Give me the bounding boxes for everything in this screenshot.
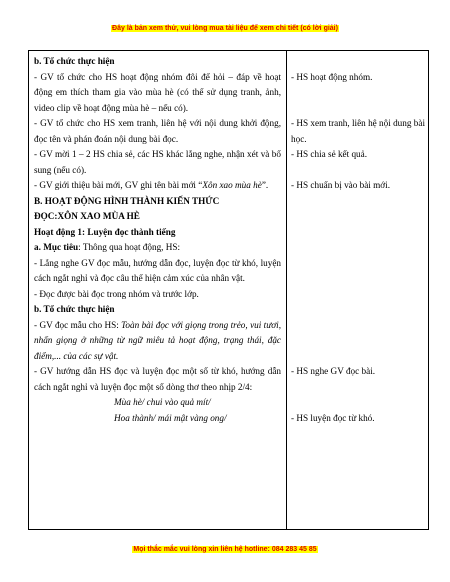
student-activity: - HS nghe GV đọc bài. [291,366,376,376]
paragraph: - GV tổ chức cho HS xem tranh, liên hệ với nội dung khởi động, đọc tên và phán đoán nội dung bài đọc. [34,118,281,144]
paragraph [34,178,281,194]
preview-notice-text: Đây là bản xem thử, vui lòng mua tài liệu để xem chi tiết (có lời giải) [112,25,338,32]
column-divider [286,51,287,529]
paragraph: - Lắng nghe GV đọc mẫu, hướng dẫn đọc, luyện đọc từ khó, luyện cách ngắt nghỉ và đọc câu thể hiện cảm xúc của nhân vật. [34,257,281,283]
hotline-banner [0,546,450,553]
text-span: : Thông qua hoạt động, HS: [78,242,181,252]
section-heading: ĐỌC:XÔN XAO MÙA HÈ [34,211,140,221]
student-activity: - HS xem tranh, liên hệ nội dung bài học. [291,118,425,144]
preview-notice-banner [0,25,450,32]
paragraph: - Đọc được bài đọc trong nhóm và trước lớp. [34,288,199,299]
hotline-text: Mọi thắc mắc vui lòng xin liên hệ hotline: 084 283 45 85 [133,546,317,553]
poem-line: Hoa thành/ mái mật vàng ong/ [114,412,227,423]
paragraph [34,318,281,365]
teacher-activities-column [34,54,281,426]
student-activities-column [291,54,425,426]
lesson-table [28,50,429,530]
paragraph: - GV tổ chức cho HS hoạt động nhóm đôi để hỏi – đáp về hoạt động em thích tham gia vào mùa hè (có thể sử dụng tranh, ảnh, video clip về hoạt động mùa hè – nếu có). [34,71,281,113]
section-heading: b. Tổ chức thực hiện [34,304,115,314]
paragraph: - GV mời 1 – 2 HS chia sẻ, các HS khác lắng nghe, nhận xét và bổ sung (nếu có). [34,149,281,175]
student-activity: - HS chia sẻ kết quả. [291,149,368,159]
student-activity: - HS luyện đọc từ khó. [291,412,375,423]
paragraph [34,240,281,256]
section-heading: b. Tổ chức thực hiện [34,56,115,66]
poem-line: Mùa hè/ chui vào quả mít/ [114,397,211,407]
section-heading: B. HOẠT ĐỘNG HÌNH THÀNH KIẾN THỨC [34,195,220,206]
reading-instruction-italic: Toàn bài đọc với giọng trong trẻo, vui tươi, nhấn giọng ở những từ ngữ miêu tả hoạt động, trạng thái, đặc điểm,... của các sự vật. [34,319,281,361]
text-span: - GV giới thiệu bài mới, GV ghi tên bài mới “ [34,180,203,190]
lesson-title-italic: Xôn xao mùa hè [202,180,262,190]
objective-label: a. Mục tiêu [34,242,79,252]
text-span: - GV đọc mẫu cho HS: [34,319,122,330]
paragraph: - GV hướng dẫn HS đọc và luyện đọc một số từ khó, hướng dẫn cách ngắt nghỉ và luyện đọc một số dòng thơ theo nhịp 2/4: [34,366,281,392]
text-span: ”. [261,180,269,190]
student-activity: - HS chuẩn bị vào bài mới. [291,180,391,190]
student-activity: - HS hoạt động nhóm. [291,71,373,82]
activity-heading: Hoạt động 1: Luyện đọc thành tiếng [34,226,176,237]
